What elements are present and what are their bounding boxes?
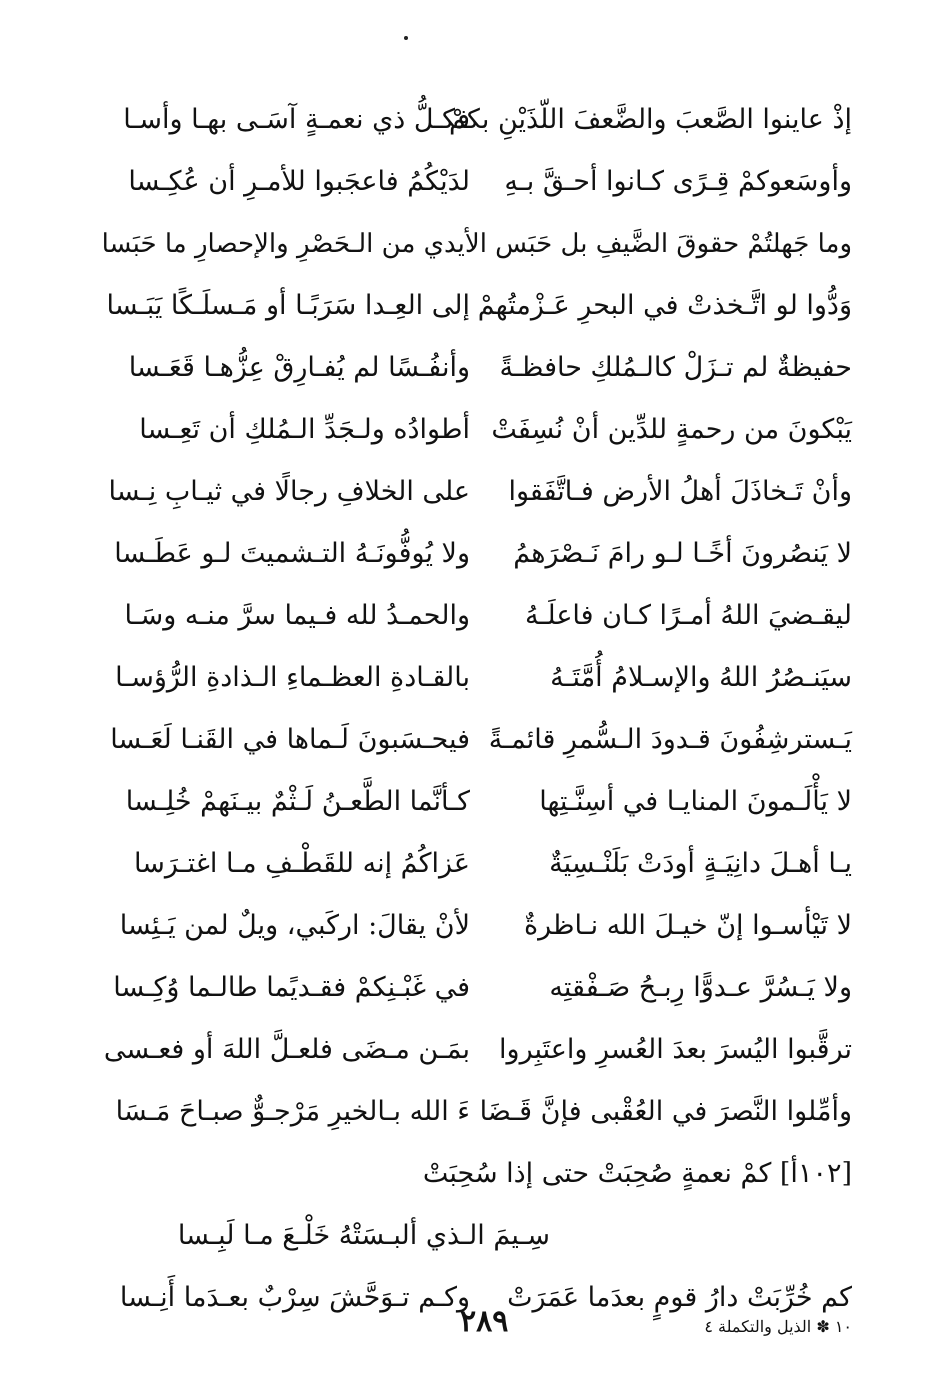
verse-line <box>130 1212 852 1274</box>
verse-line <box>130 406 852 468</box>
verse-second-hemistich: فيحـسَبونَ لَـماها في القَنـا لَعَـسا <box>110 724 470 755</box>
verse-line <box>125 778 852 840</box>
verse-line <box>114 530 852 592</box>
verse-first-hemistich: ترقَّبوا اليُسرَ بعدَ العُسرِ واعتَبِروا <box>499 1034 852 1065</box>
footer-series-label: ١٠ ✽ الذيل والتكملة ٤ <box>704 1317 852 1336</box>
poem-body <box>101 96 852 1336</box>
verse-second-hemistich: أطوادُه ولـجَدِّ الـمُلكِ أن تَعِـسا <box>139 414 470 445</box>
verse-first-hemistich: [١٠٢أ] كمْ نعمةٍ صُحِبَتْ حتى إذا سُحِبَتْ <box>422 1158 852 1189</box>
verse-second-hemistich: إلى العِـدا سَرَبًـا أو مَـسلَـكًا يَبَـسا <box>106 290 470 321</box>
verse-first-hemistich: وأمِّلوا النَّصرَ في العُقْبى فإنَّ قَـضَا <box>479 1096 852 1127</box>
verse-second-hemistich: ءَ الله بـالخيرِ مَرْجـوٌّ صبـاحَ مَـسَا <box>115 1096 470 1127</box>
verse-second-hemistich: على الخلافِ رجالًا في ثيـابِ نِـسا <box>108 476 470 507</box>
verse-first-hemistich: ولا يَـسُرَّ عـدوًّا رِبـحُ صَـفْقتِه <box>549 972 852 1003</box>
verse-second-hemistich: عَزاكُمُ إنه للقَطْـفِ مـا اغتـرَسا <box>133 848 470 879</box>
verse-first-hemistich: لا يَنصُرونَ أخًـا لـو رامَ نَـصْرَهمُ <box>513 538 852 569</box>
verse-second-hemistich: وكـم تـوَحَّشَ سِرْبٌ بعـدَما أَنِـسا <box>119 1282 470 1313</box>
verse-line <box>113 964 852 1026</box>
verse-line <box>103 1026 852 1088</box>
verse-line <box>110 716 852 778</box>
verse-second-hemistich: بمَـن مـضَى فلعـلَّ اللهَ أو فعـسى <box>103 1034 470 1065</box>
verse-first-hemistich: يـا أهـلَ دانِيَـةٍ أودَتْ بَلَنْـسِيَةٌ <box>549 848 852 879</box>
verse-first-hemistich: وَدُّوا لو اتَّـخذتْ في البحرِ عَـزْمتُهمْ <box>477 290 852 321</box>
verse-line <box>124 592 852 654</box>
verse-line <box>130 158 852 220</box>
verse-first-hemistich: لا يَأْلَـمونَ المنايـا في أسِنَّـتِها <box>539 786 852 817</box>
verse-second-hemistich: كـأنَّما الطَّعـنُ لَـثْمٌ بيـنَهمْ خُلِـسا <box>125 786 470 817</box>
verse-line <box>115 654 852 716</box>
verse-first-hemistich: يَبْكونَ من رحمةٍ للدِّين أنْ نُسِفَتْ <box>491 414 852 445</box>
page-number: ٢٨٩ <box>460 1304 509 1339</box>
verse-second-hemistich: ولا يُوفُّونَـهُ التـشميتَ لـو عَطَـسا <box>114 538 470 569</box>
verse-line <box>101 220 852 282</box>
verse-first-hemistich: يَـسترشِفُونَ قـدودَ الـسُّمرِ قائمـةً <box>488 724 852 755</box>
page-mark-dot <box>404 36 408 40</box>
verse-line <box>119 902 852 964</box>
verse-line <box>123 96 852 158</box>
verse-line <box>108 468 852 530</box>
verse-line <box>130 1150 852 1212</box>
verse-second-hemistich: فكـلُّ ذي نعمـةٍ آسَـى بهـا وأسـا <box>123 104 470 135</box>
verse-line <box>130 344 852 406</box>
verse-full-line: وما جَهلتُمْ حقوقَ الضَّيفِ بل حَبَس الأيدي من الـحَصْرِ والإحصارِ ما حَبَسا <box>101 229 852 259</box>
verse-first-hemistich: كم خُرِّبَتْ دارُ قومٍ بعدَما عَمَرَتْ <box>507 1282 852 1313</box>
verse-first-hemistich: سيَنـصُرُ اللهُ والإسـلامُ أُمَّتَـهُ <box>550 662 852 693</box>
verse-line <box>130 840 852 902</box>
verse-first-hemistich: حفيظةٌ لم تـزَلْ كالـمُلكِ حافظـةً <box>499 352 852 383</box>
verse-first-hemistich: ليقـضيَ اللهُ أمـرًا كـان فاعلَـهُ <box>525 600 852 631</box>
verse-second-hemistich: لأنْ يقالَ: اركَبي، ويلٌ لمن يَـئِسا <box>119 910 470 941</box>
verse-line <box>115 1088 852 1150</box>
verse-second-hemistich: في غَبْـنِكمْ فقـديًما طالـما وُكِـسا <box>113 972 470 1003</box>
verse-second-hemistich: وأنفُـسًا لم يُفـارِقْ عِزُّهـا قَعَـسا <box>128 352 470 383</box>
verse-second-hemistich: بالقـادةِ العظـماءِ الـذادةِ الرُّؤسـا <box>115 662 470 693</box>
verse-first-hemistich: لا تَيْأسـوا إنّ خيـلَ الله نـاظرةٌ <box>523 910 852 941</box>
verse-second-hemistich: لدَيْكُمُ فاعجَبوا للأمـرِ أن عُكِـسا <box>128 166 470 197</box>
verse-second-hemistich: والحمـدُ لله فـيما سرَّ منـه وسَـا <box>124 600 470 631</box>
verse-second-hemistich: سِـيمَ الـذي ألبـسَتْهُ خَلْـعَ مـا لَبِـسا <box>177 1220 550 1251</box>
verse-first-hemistich: وأنْ تَـخاذَلَ أهلُ الأرض فـاتَّفَقوا <box>508 476 852 507</box>
verse-first-hemistich: وأوسَعوكمْ قِـرًى كـانوا أحـقَّ بـهِ <box>504 166 852 197</box>
verse-line <box>106 282 852 344</box>
page-footer <box>130 1300 852 1350</box>
verse-first-hemistich: إذْ عاينوا الصَّعبَ والضَّعفَ اللّذَيْنِ بكمْ <box>448 104 852 135</box>
